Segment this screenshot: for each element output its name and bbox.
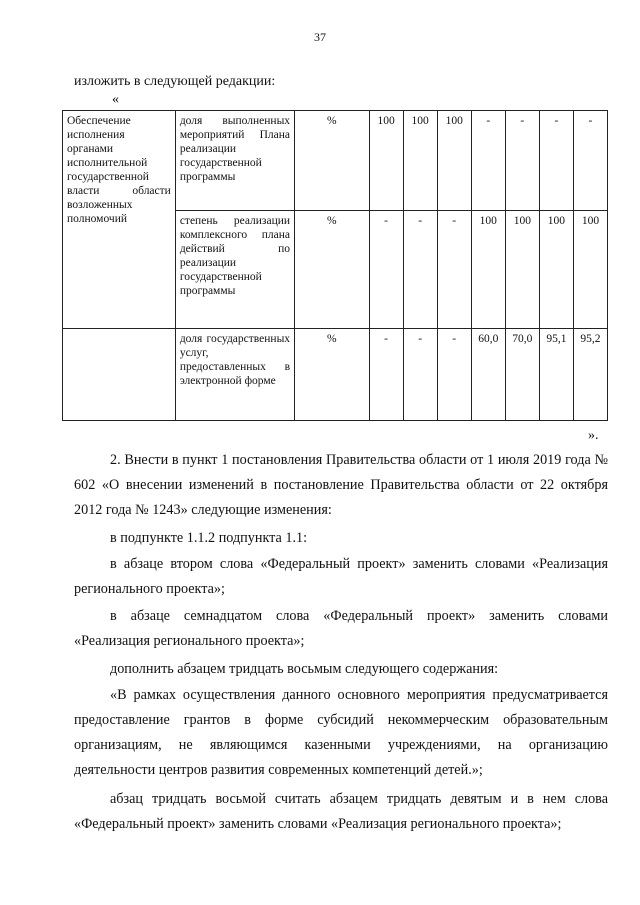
indicator-cell: степень реализации комплексного плана действий по реализации государственной программы <box>175 211 294 329</box>
value-cell: - <box>573 111 607 211</box>
opening-quote: « <box>112 92 119 107</box>
paragraph: 2. Внести в пункт 1 постановления Правительства области от 1 июля 2019 года № 602 «О внесении изменений в постановление Правительства области от 22 октября 2012 года № 1243» следующие изменения: <box>74 452 608 518</box>
table-row <box>63 111 608 211</box>
paragraph: в абзаце втором слова «Федеральный проект» заменить словами «Реализация регионального проекта»; <box>74 556 608 597</box>
value-cell: 95,1 <box>539 329 573 421</box>
empty-objective-cell <box>63 329 176 421</box>
value-cell: 70,0 <box>505 329 539 421</box>
value-cell: 100 <box>539 211 573 329</box>
value-cell: 100 <box>471 211 505 329</box>
objective-cell: Обеспечение исполнения органами исполнительной государственной власти области возложенных полномочий <box>63 111 176 329</box>
value-cell: 60,0 <box>471 329 505 421</box>
closing-quote: ». <box>588 428 599 443</box>
indicators-table <box>62 110 608 421</box>
value-cell: - <box>539 111 573 211</box>
table-row <box>63 329 608 421</box>
value-cell: 95,2 <box>573 329 607 421</box>
value-cell: - <box>505 111 539 211</box>
value-cell: - <box>403 211 437 329</box>
unit-cell: % <box>295 211 370 329</box>
indicator-cell: доля государственных услуг, предоставленных в электронной форме <box>175 329 294 421</box>
intro-text: изложить в следующей редакции: <box>74 74 276 89</box>
value-cell: 100 <box>505 211 539 329</box>
value-cell: - <box>369 329 403 421</box>
value-cell: - <box>471 111 505 211</box>
value-cell: 100 <box>369 111 403 211</box>
indicator-cell: доля выполненных мероприятий Плана реализации государственной программы <box>175 111 294 211</box>
unit-cell: % <box>295 329 370 421</box>
paragraph: абзац тридцать восьмой считать абзацем тридцать девятым и в нем слова «Федеральный проект» заменить словами «Реализация регионального проекта»; <box>74 791 608 832</box>
value-cell: - <box>369 211 403 329</box>
quoted-paragraph: «В рамках осуществления данного основного мероприятия предусматривается предоставление грантов в форме субсидий некоммерческим образовательным организациям, не являющимся казенными учреждениями, на организацию деятельности центров развития современных компетенций детей.»; <box>74 687 608 778</box>
value-cell: 100 <box>437 111 471 211</box>
value-cell: 100 <box>403 111 437 211</box>
value-cell: - <box>437 329 471 421</box>
unit-cell: % <box>295 111 370 211</box>
paragraph: в подпункте 1.1.2 подпункта 1.1: <box>110 530 308 546</box>
paragraph: в абзаце семнадцатом слова «Федеральный проект» заменить словами «Реализация регионального проекта»; <box>74 608 608 649</box>
value-cell: - <box>437 211 471 329</box>
paragraph: дополнить абзацем тридцать восьмым следующего содержания: <box>110 661 499 677</box>
value-cell: 100 <box>573 211 607 329</box>
page-number: 37 <box>314 30 326 44</box>
value-cell: - <box>403 329 437 421</box>
